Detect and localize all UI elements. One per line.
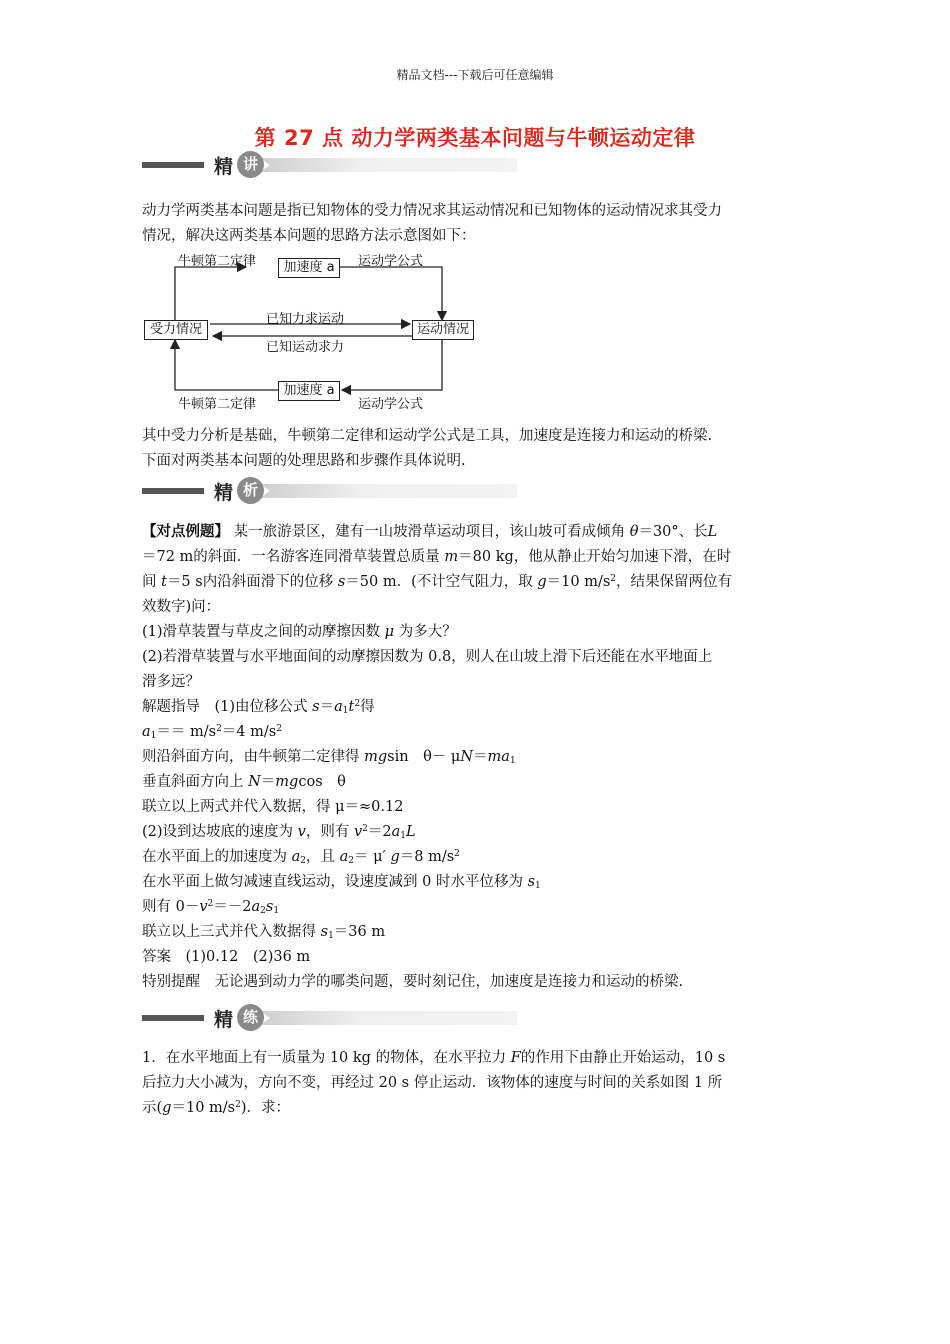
solution-line — [142, 895, 822, 920]
section-circle-char: 析 — [237, 477, 264, 504]
var: g — [537, 574, 547, 590]
text: ＝ μ′ — [354, 849, 391, 865]
question-2: (2)若滑草装置与水平地面间的动摩擦因数为 0.8，则人在山坡上滑下后还能在水平地面上 — [142, 649, 713, 665]
var: mg — [275, 774, 299, 790]
solution-line: 联立以上两式并代入数据，得 μ＝≈0.12 — [142, 799, 404, 815]
text: ＝－2 — [213, 899, 252, 915]
subscript: 2 — [348, 856, 354, 866]
text: 在水平面上做匀减速直线运动，设速度减到 0 时水平位移为 — [142, 874, 528, 890]
section-bar-fade — [260, 158, 517, 172]
intro-line: 动力学两类基本问题是指已知物体的受力情况求其运动情况和已知物体的运动情况求其受力 — [142, 203, 722, 219]
text: ＝72 m的斜面．一名游客连同滑草装置总质量 — [142, 549, 445, 565]
text: ＝80 kg，他从静止开始匀加速下滑，在时 — [458, 549, 732, 565]
newton-second-law-label-bottom: 牛顿第二定律 — [178, 397, 257, 412]
exercise-line: 后拉力大小减为，方向不变，再经过 20 s 停止运动．该物体的速度与时间的关系如图 1 所 — [142, 1075, 723, 1091]
section-bar-dark — [142, 488, 204, 494]
text: 则有 0－ — [142, 899, 200, 915]
solution-line — [142, 820, 822, 845]
text: ＝50 m．(不计空气阻力，取 — [345, 574, 538, 590]
section-char: 精 — [214, 156, 234, 178]
text: 得 — [360, 699, 375, 715]
var: L — [707, 524, 718, 540]
force-situation-box: 受力情况 — [144, 320, 208, 340]
text: ，结果保留两位有 — [616, 574, 733, 590]
header-note: 精品文档---下载后可任意编辑 — [396, 68, 554, 82]
subscript: 1 — [150, 731, 157, 741]
text: 则沿斜面方向，由牛顿第二定律得 — [142, 749, 365, 765]
subscript: 2 — [260, 906, 266, 916]
text: 某一旅游景区，建有一山坡滑草运动项目，该山坡可看成倾角 — [233, 524, 630, 540]
motion-situation-box: 运动情况 — [412, 320, 474, 340]
text: ＝5 s内沿斜面滑下的位移 — [166, 574, 338, 590]
text-line: 下面对两类基本问题的处理思路和步骤作具体说明. — [142, 453, 466, 469]
subscript: 1 — [328, 931, 334, 941]
solution-line — [142, 870, 822, 895]
known-motion-find-force-label: 已知运动求力 — [266, 340, 345, 355]
var: v — [199, 899, 208, 915]
solution-line — [142, 720, 822, 745]
kinematics-formula-label-top: 运动学公式 — [358, 254, 424, 269]
subscript: 1 — [342, 706, 349, 716]
text-line: 其中受力分析是基础，牛顿第二定律和运动学公式是工具，加速度是连接力和运动的桥梁. — [142, 428, 713, 444]
known-force-find-motion-label: 已知力求运动 — [266, 312, 345, 327]
exercise-line — [142, 1096, 822, 1121]
section-header-jingjiang — [142, 151, 517, 179]
text: ，且 — [306, 849, 340, 865]
text: 示( — [142, 1100, 163, 1116]
text: ＝ — [260, 774, 276, 790]
var: a — [142, 724, 151, 740]
section-char: 精 — [214, 482, 234, 504]
kinematics-formula-label-bottom: 运动学公式 — [358, 397, 424, 412]
section-bar-fade — [260, 1011, 517, 1025]
text: 的作用下由静止开始运动，10 s — [520, 1050, 726, 1066]
text: ＝ — [473, 749, 488, 765]
text: ＝8 m/s — [399, 849, 455, 865]
acceleration-box-bottom: 加速度 a — [278, 381, 340, 401]
subscript: 2 — [300, 856, 306, 866]
var: s — [337, 574, 346, 590]
var: F — [510, 1050, 521, 1066]
after-diagram-paragraph — [142, 424, 822, 474]
var: v — [353, 824, 363, 840]
var: a — [339, 849, 349, 865]
var: s — [312, 699, 320, 715]
solution-line — [142, 845, 822, 870]
text: ＝36 m — [333, 924, 386, 940]
example-line — [142, 519, 822, 545]
var: s — [265, 899, 274, 915]
example-problem — [142, 519, 822, 995]
superscript: 2 — [362, 824, 368, 834]
section-bar-dark — [142, 1015, 204, 1021]
concept-diagram — [140, 250, 480, 420]
text: 解题指导 (1)由位移公式 — [142, 699, 313, 715]
var: N — [248, 774, 261, 790]
intro-line: 情况，解决这两类基本问题的思路方法示意图如下： — [142, 228, 476, 244]
var: t — [161, 574, 167, 590]
var: s — [527, 874, 536, 890]
superscript: 2 — [276, 724, 282, 734]
newton-second-law-label-top: 牛顿第二定律 — [178, 254, 257, 269]
var: L — [406, 824, 416, 840]
text: ＝4 m/s — [221, 724, 277, 740]
subscript: 1 — [273, 906, 280, 916]
text: ＝2 — [367, 824, 392, 840]
var: ma — [487, 749, 510, 765]
example-line — [142, 570, 822, 595]
var: a — [291, 849, 301, 865]
text: 联立以上三式并代入数据得 — [142, 924, 321, 940]
var: mg — [364, 749, 388, 765]
text: (2)设到达坡底的速度为 — [142, 824, 298, 840]
example-line — [142, 545, 822, 570]
question-1 — [142, 620, 822, 645]
var: v — [297, 824, 306, 840]
section-bar-fade — [260, 484, 517, 498]
solution-line — [142, 695, 822, 720]
text: 在水平面上的加速度为 — [142, 849, 292, 865]
text: sin θ－ μ — [387, 749, 461, 765]
text: ＝10 m/s — [546, 574, 611, 590]
section-header-jinglian — [142, 1004, 517, 1032]
exercise-line — [142, 1046, 822, 1071]
answer-line: 答案 (1)0.12 (2)36 m — [142, 949, 311, 965]
var: m — [444, 549, 459, 565]
solution-line — [142, 770, 822, 795]
text: ＝10 m/s — [171, 1100, 236, 1116]
example-line: 效数字)问： — [142, 599, 221, 615]
subscript: 1 — [400, 831, 407, 841]
superscript: 2 — [454, 849, 460, 859]
var: μ — [384, 624, 395, 640]
text: 1．在水平地面上有一质量为 10 kg 的物体，在水平拉力 — [142, 1050, 511, 1066]
var: a — [251, 899, 261, 915]
superscript: 2 — [354, 699, 361, 709]
text: )．求： — [240, 1100, 291, 1116]
var: a — [391, 824, 401, 840]
tip-line: 特别提醒 无论遇到动力学的哪类问题，要时刻记住，加速度是连接力和运动的桥梁. — [142, 974, 684, 990]
text: ＝＝ m/s — [156, 724, 217, 740]
page-title: 第 27 点 动力学两类基本问题与牛顿运动定律 — [254, 126, 696, 150]
superscript: 2 — [216, 724, 222, 734]
text: ＝30°、长 — [638, 524, 708, 540]
acceleration-box-top: 加速度 a — [278, 258, 340, 278]
text: 为多大？ — [394, 624, 457, 640]
var: t — [348, 699, 355, 715]
var: g — [162, 1100, 172, 1116]
var: a — [334, 699, 343, 715]
section-header-jingxi — [142, 477, 517, 505]
text: 垂直斜面方向上 — [142, 774, 249, 790]
section-char: 精 — [214, 1009, 234, 1031]
text: 间 — [142, 574, 162, 590]
solution-line — [142, 745, 822, 770]
solution-line — [142, 920, 822, 945]
example-tag: 【对点例题】 — [142, 523, 229, 540]
subscript: 1 — [509, 756, 516, 766]
var: s — [320, 924, 329, 940]
superscript: 2 — [235, 1100, 241, 1110]
subscript: 1 — [535, 881, 541, 891]
text: ＝ — [319, 699, 335, 715]
var: g — [390, 849, 400, 865]
superscript: 2 — [207, 899, 214, 909]
text: cos θ — [298, 774, 346, 790]
var: θ — [629, 524, 639, 540]
section-bar-dark — [142, 162, 204, 168]
section-circle-char: 讲 — [237, 151, 264, 178]
exercise-problem — [142, 1046, 822, 1121]
text: (1)滑草装置与草皮之间的动摩擦因数 — [142, 624, 385, 640]
question-2-cont: 滑多远？ — [142, 674, 200, 690]
section-circle-char: 练 — [237, 1004, 264, 1031]
intro-paragraph — [142, 199, 822, 249]
var: N — [460, 749, 474, 765]
text: ，则有 — [305, 824, 354, 840]
superscript: 2 — [610, 574, 617, 584]
